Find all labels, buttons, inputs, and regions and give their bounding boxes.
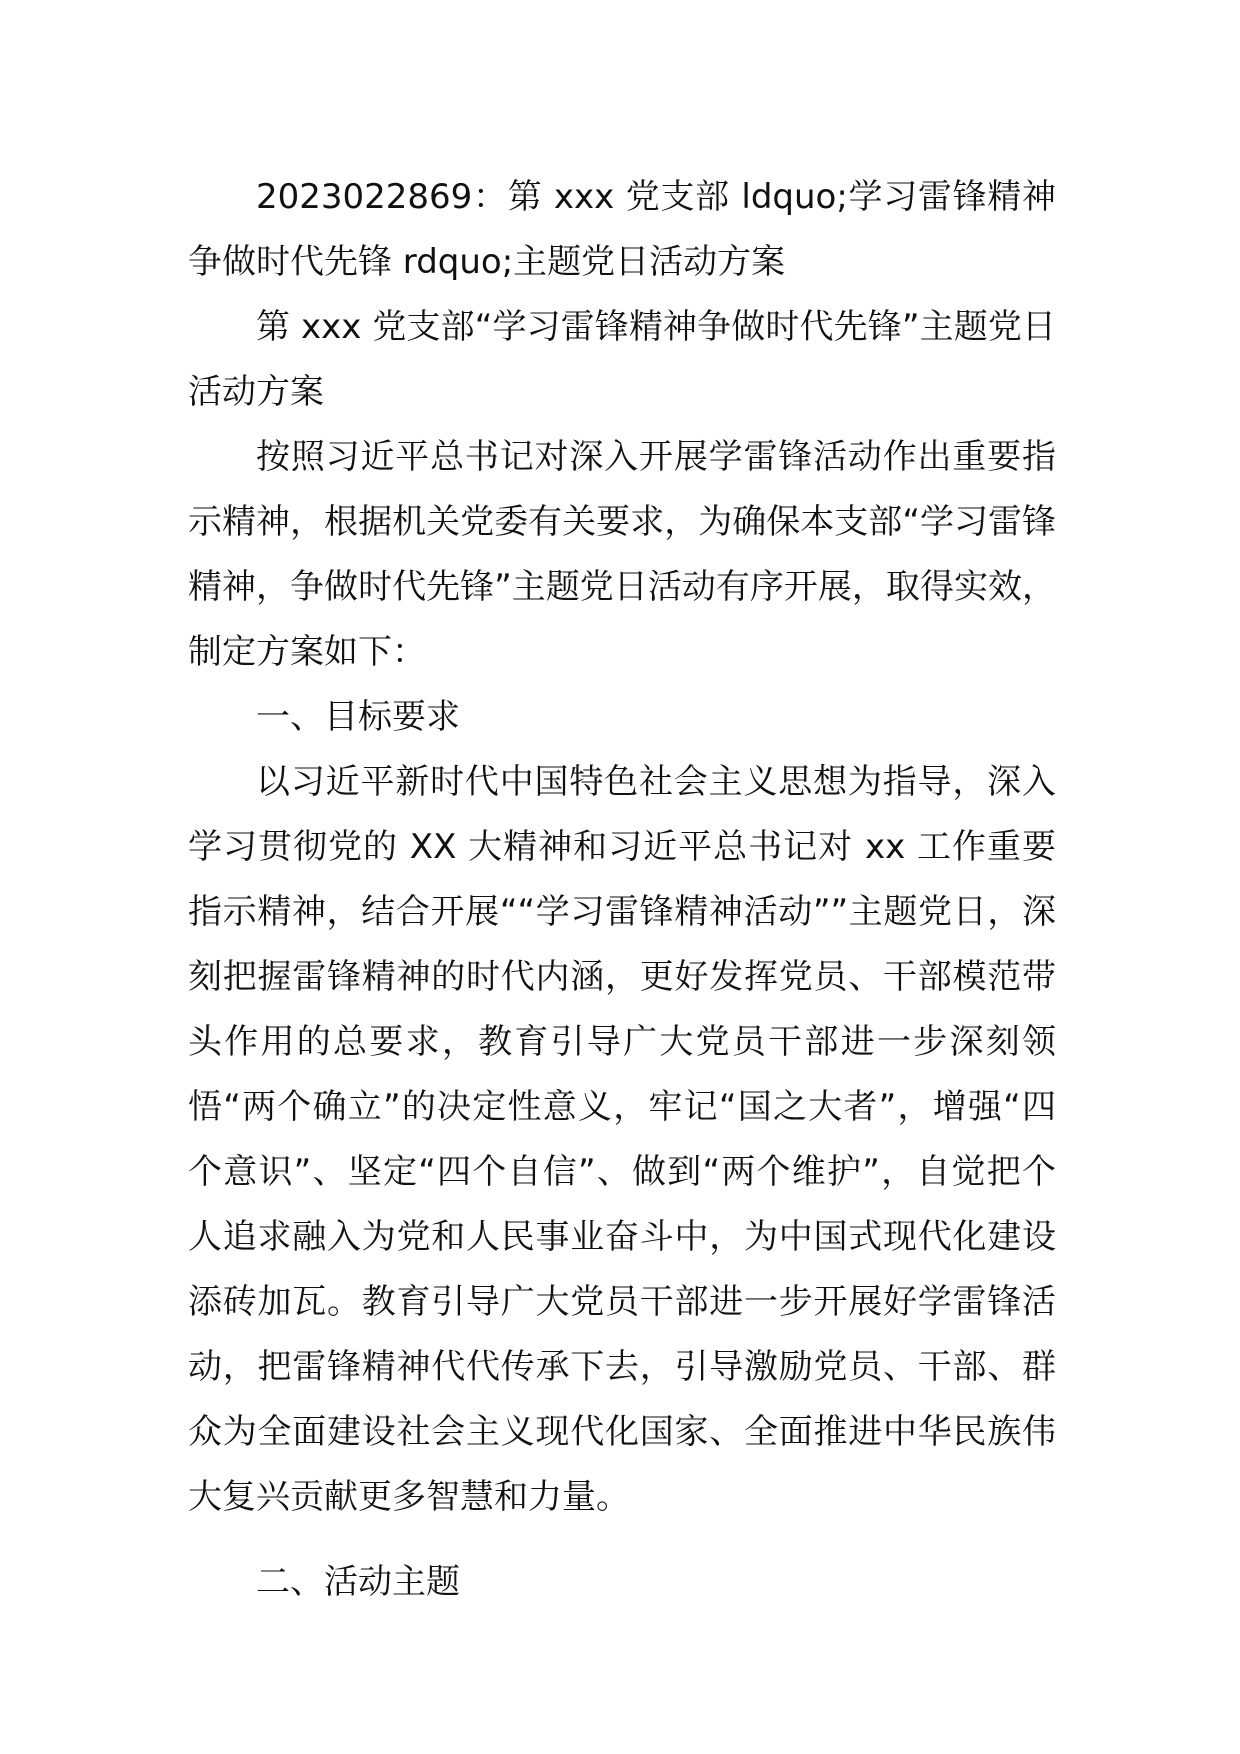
section-heading-theme: 二、活动主题 — [256, 1562, 460, 1602]
section-heading-goals: 一、目标要求 — [256, 697, 460, 737]
section-spacer — [188, 1530, 1056, 1550]
intro-paragraph: 按照习近平总书记对深入开展学雷锋活动作出重要指示精神，根据机关党委有关要求，为确保本支部“学习雷锋精神，争做时代先锋”主题党日活动有序开展，取得实效，制定方案如下： — [188, 437, 1056, 672]
document-title-line: 2023022869：第 xxx 党支部 ldquo;学习雷锋精神争做时代先锋 rdquo;主题党日活动方案 — [188, 177, 1056, 282]
section-body-goals: 以习近平新时代中国特色社会主义思想为指导，深入学习贯彻党的 XX 大精神和习近平总书记对 xx 工作重要指示精神，结合开展““学习雷锋精神活动””主题党日，深刻把握雷锋精神的时代内涵，更好发挥党员、干部模范带头作用的总要求，教育引导广大党员干部进一步深刻领悟“两个确立”的决定性意义，牢记“国之大者”，增强“四个意识”、坚定“四个自信”、做到“两个维护”，自觉把个人追求融入为党和人民事业奋斗中，为中国式现代化建设添砖加瓦。教育引导广大党员干部进一步开展好学雷锋活动，把雷锋精神代代传承下去，引导激励党员、干部、群众为全面建设社会主义现代化国家、全面推进中华民族伟大复兴贡献更多智慧和力量。 — [188, 762, 1056, 1517]
document-page — [188, 165, 1056, 1615]
document-subtitle-line: 第 xxx 党支部“学习雷锋精神争做时代先锋”主题党日活动方案 — [188, 307, 1056, 412]
